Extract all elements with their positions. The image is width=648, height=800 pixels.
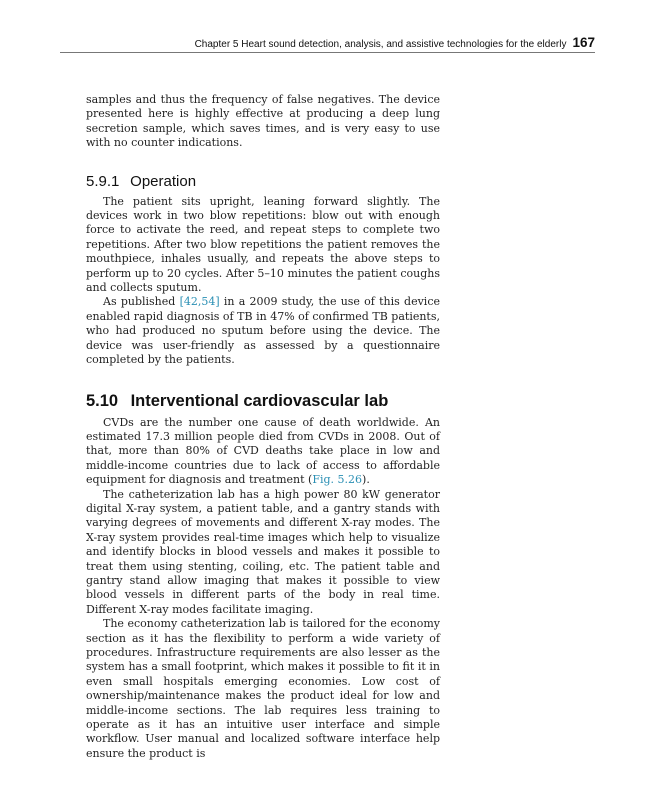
cath-lab-paragraph-3: The economy catheterization lab is tailored for the economy section as it has the flexibility to perform a wide variety of procedures. Infrastructure requirements are also lesser as the system has a small footprint, which makes it possible to fit it in even small hospitals emerging economies. Low cost of ownership/maintenance makes the product ideal for low and middle-income sections. The lab requires less training to operate as it has an intuitive user interface and simple workflow. User manual and localized software interface help ensure the product is [86, 617, 440, 760]
subsection-title: Operation [130, 172, 197, 190]
citation-link[interactable]: [42,54] [179, 295, 220, 309]
page-body [86, 93, 440, 761]
operation-paragraph-1: The patient sits upright, leaning forward slightly. The devices work in two blow repetitions: blow out with enough force to activate the reed, and repeat steps to complete two repetitions. After two blow repetitions the patient removes the mouthpiece, inhales usually, and repeats the above steps to perform up to 20 cycles. After 5–10 minutes the patient coughs and collects sputum. [86, 194, 440, 295]
section-number: 5.10 [86, 391, 119, 410]
text-run: in a 2009 study, the use of this device enabled rapid diagnosis of TB in 47% of confirmed TB patients, who had produced no sputum before using the device. The device was user-friendly as assessed by a questionnaire completed by the patients. [86, 295, 440, 367]
figure-link[interactable]: Fig. 5.26 [312, 473, 363, 487]
subsection-number: 5.9.1 [86, 172, 120, 190]
header-rule [60, 52, 595, 53]
cath-lab-paragraph-1 [86, 416, 440, 488]
operation-paragraph-2 [86, 295, 440, 367]
subsection-heading [86, 173, 440, 191]
running-title: Chapter 5 Heart sound detection, analysis, and assistive technologies for the elderly [194, 39, 567, 50]
section-heading [86, 391, 440, 411]
page-number: 167 [572, 35, 595, 50]
text-run: ). [362, 473, 370, 487]
text-run: CVDs are the number one cause of death worldwide. An estimated 17.3 million people died from CVDs in 2008. Out of that, more than 80% of CVD deaths take place in low and middle-income countries due to lack of access to affordable equipment for diagnosis and treatment ( [86, 415, 440, 487]
text-run: As published [103, 295, 180, 309]
running-header [60, 34, 595, 52]
section-title: Interventional cardiovascular lab [130, 391, 389, 410]
intro-paragraph: samples and thus the frequency of false negatives. The device presented here is highly effective at producing a deep lung secretion sample, which saves times, and is very easy to use with no counter indications. [86, 93, 440, 150]
cath-lab-paragraph-2: The catheterization lab has a high power 80 kW generator digital X-ray system, a patient table, and a gantry stands with varying degrees of movements and different X-ray modes. The X-ray system provides real-time images which help to visualize and identify blocks in blood vessels and makes it possible to treat them using stenting, coiling, etc. The patient table and gantry stand allow imaging that makes it possible to view blood vessels in different parts of the body in real time. Different X-ray modes facilitate imaging. [86, 487, 440, 616]
